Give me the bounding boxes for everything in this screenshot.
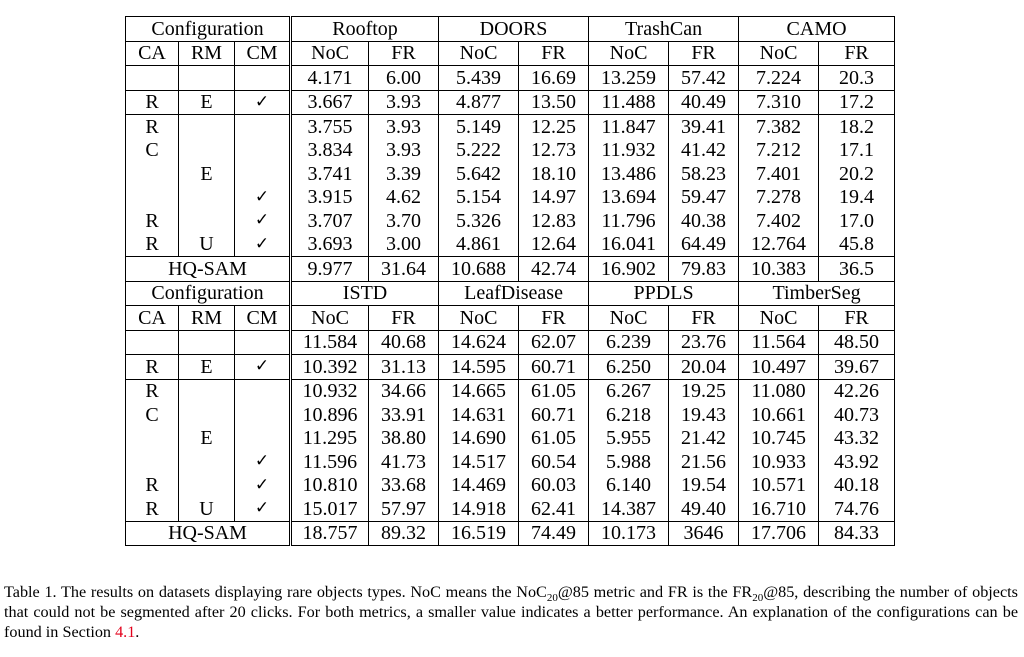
config-cm-cell: ✓: [235, 474, 291, 498]
fr-value-cell: 6.00: [369, 66, 439, 91]
fr-value-cell: 23.76: [669, 330, 739, 355]
fr-value-cell: 60.71: [519, 403, 589, 427]
config-ca-cell: R: [126, 233, 179, 257]
metric-header-fr: FR: [669, 306, 739, 331]
fr-value-cell: 60.71: [519, 355, 589, 380]
fr-value-cell: 14.97: [519, 186, 589, 210]
table-row: [126, 403, 895, 427]
fr-value-cell: 20.3: [819, 66, 895, 91]
noc-value-cell: 10.688: [439, 257, 519, 282]
config-ca-cell: [126, 66, 179, 91]
fr-value-cell: 40.73: [819, 403, 895, 427]
config-cm-cell: [235, 66, 291, 91]
noc-value-cell: 3.667: [291, 90, 369, 115]
table-row: [126, 450, 895, 474]
noc-value-cell: 16.041: [589, 233, 669, 257]
dataset-header: Rooftop: [291, 17, 439, 42]
fr-value-cell: 3.93: [369, 90, 439, 115]
table-row: [126, 427, 895, 451]
noc-value-cell: 10.571: [739, 474, 819, 498]
noc-value-cell: 9.977: [291, 257, 369, 282]
noc-value-cell: 13.259: [589, 66, 669, 91]
config-ca-cell: R: [126, 355, 179, 380]
fr-value-cell: 42.74: [519, 257, 589, 282]
baseline-row: [126, 521, 895, 546]
dataset-header: ISTD: [291, 281, 439, 306]
fr-value-cell: 12.73: [519, 139, 589, 163]
config-cm-cell: [235, 330, 291, 355]
fr-value-cell: 3.00: [369, 233, 439, 257]
config-cm-cell: ✓: [235, 233, 291, 257]
config-subheader: CA: [126, 41, 179, 66]
fr-value-cell: 79.83: [669, 257, 739, 282]
configuration-header: Configuration: [126, 281, 291, 306]
fr-value-cell: 41.42: [669, 139, 739, 163]
fr-value-cell: 41.73: [369, 450, 439, 474]
metric-header-fr: FR: [369, 41, 439, 66]
noc-value-cell: 14.595: [439, 355, 519, 380]
noc-value-cell: 14.918: [439, 497, 519, 521]
config-rm-cell: U: [179, 497, 235, 521]
metric-header-fr: FR: [519, 306, 589, 331]
fr-value-cell: 3.93: [369, 139, 439, 163]
noc-value-cell: 5.988: [589, 450, 669, 474]
subheader-row: [126, 41, 895, 66]
fr-value-cell: 34.66: [369, 379, 439, 403]
config-ca-cell: [126, 427, 179, 451]
noc-value-cell: 6.250: [589, 355, 669, 380]
config-ca-cell: C: [126, 403, 179, 427]
caption-text: @85 metric and FR is the FR: [557, 583, 753, 601]
caption-fr-subscript: 20: [752, 592, 764, 605]
fr-value-cell: 62.41: [519, 497, 589, 521]
config-ca-cell: R: [126, 379, 179, 403]
config-subheader: CA: [126, 306, 179, 331]
noc-value-cell: 10.810: [291, 474, 369, 498]
config-cm-cell: [235, 427, 291, 451]
noc-value-cell: 15.017: [291, 497, 369, 521]
fr-value-cell: 38.80: [369, 427, 439, 451]
config-subheader: RM: [179, 41, 235, 66]
noc-value-cell: 3.707: [291, 209, 369, 233]
table-row: [126, 497, 895, 521]
table-row: [126, 355, 895, 380]
caption-text: .: [135, 623, 140, 641]
fr-value-cell: 60.54: [519, 450, 589, 474]
config-rm-cell: [179, 379, 235, 403]
metric-header-noc: NoC: [439, 41, 519, 66]
config-rm-cell: U: [179, 233, 235, 257]
noc-value-cell: 16.519: [439, 521, 519, 546]
config-cm-cell: ✓: [235, 209, 291, 233]
noc-value-cell: 14.690: [439, 427, 519, 451]
noc-value-cell: 11.564: [739, 330, 819, 355]
noc-value-cell: 3.741: [291, 162, 369, 186]
metric-header-noc: NoC: [589, 306, 669, 331]
table-caption: [4, 582, 1018, 642]
config-rm-cell: [179, 209, 235, 233]
noc-value-cell: 11.796: [589, 209, 669, 233]
noc-value-cell: 10.383: [739, 257, 819, 282]
noc-value-cell: 13.486: [589, 162, 669, 186]
config-cm-cell: ✓: [235, 450, 291, 474]
noc-value-cell: 14.517: [439, 450, 519, 474]
fr-value-cell: 18.2: [819, 115, 895, 139]
noc-value-cell: 10.497: [739, 355, 819, 380]
noc-value-cell: 10.933: [739, 450, 819, 474]
noc-value-cell: 3.915: [291, 186, 369, 210]
metric-header-fr: FR: [369, 306, 439, 331]
config-ca-cell: R: [126, 90, 179, 115]
fr-value-cell: 3.93: [369, 115, 439, 139]
noc-value-cell: 12.764: [739, 233, 819, 257]
table-row: [126, 66, 895, 91]
metric-header-fr: FR: [819, 41, 895, 66]
fr-value-cell: 40.18: [819, 474, 895, 498]
noc-value-cell: 7.278: [739, 186, 819, 210]
fr-value-cell: 19.25: [669, 379, 739, 403]
noc-value-cell: 6.239: [589, 330, 669, 355]
fr-value-cell: 33.91: [369, 403, 439, 427]
dataset-header-row: [126, 17, 895, 42]
dataset-header: CAMO: [739, 17, 895, 42]
noc-value-cell: 6.218: [589, 403, 669, 427]
fr-value-cell: 3646: [669, 521, 739, 546]
fr-value-cell: 31.13: [369, 355, 439, 380]
config-rm-cell: E: [179, 90, 235, 115]
config-rm-cell: [179, 66, 235, 91]
fr-value-cell: 43.32: [819, 427, 895, 451]
fr-value-cell: 20.04: [669, 355, 739, 380]
noc-value-cell: 5.642: [439, 162, 519, 186]
dataset-header: TimberSeg: [739, 281, 895, 306]
fr-value-cell: 40.38: [669, 209, 739, 233]
fr-value-cell: 33.68: [369, 474, 439, 498]
fr-value-cell: 74.76: [819, 497, 895, 521]
noc-value-cell: 14.665: [439, 379, 519, 403]
fr-value-cell: 39.41: [669, 115, 739, 139]
noc-value-cell: 4.861: [439, 233, 519, 257]
fr-value-cell: 59.47: [669, 186, 739, 210]
dataset-header: LeafDisease: [439, 281, 589, 306]
fr-value-cell: 31.64: [369, 257, 439, 282]
configuration-header: Configuration: [126, 17, 291, 42]
baseline-row: [126, 257, 895, 282]
noc-value-cell: 10.896: [291, 403, 369, 427]
metric-header-noc: NoC: [439, 306, 519, 331]
fr-value-cell: 40.68: [369, 330, 439, 355]
fr-value-cell: 17.2: [819, 90, 895, 115]
fr-value-cell: 13.50: [519, 90, 589, 115]
noc-value-cell: 18.757: [291, 521, 369, 546]
config-cm-cell: [235, 379, 291, 403]
noc-value-cell: 7.310: [739, 90, 819, 115]
table-row: [126, 115, 895, 139]
fr-value-cell: 57.97: [369, 497, 439, 521]
fr-value-cell: 21.42: [669, 427, 739, 451]
table-row: [126, 139, 895, 163]
fr-value-cell: 3.39: [369, 162, 439, 186]
config-rm-cell: [179, 330, 235, 355]
fr-value-cell: 84.33: [819, 521, 895, 546]
metric-header-fr: FR: [669, 41, 739, 66]
dataset-header: DOORS: [439, 17, 589, 42]
config-subheader: RM: [179, 306, 235, 331]
fr-value-cell: 89.32: [369, 521, 439, 546]
fr-value-cell: 12.83: [519, 209, 589, 233]
config-ca-cell: R: [126, 497, 179, 521]
config-ca-cell: R: [126, 209, 179, 233]
fr-value-cell: 12.64: [519, 233, 589, 257]
fr-value-cell: 64.49: [669, 233, 739, 257]
config-rm-cell: E: [179, 162, 235, 186]
noc-value-cell: 3.834: [291, 139, 369, 163]
noc-value-cell: 11.080: [739, 379, 819, 403]
table-row: [126, 330, 895, 355]
noc-value-cell: 11.584: [291, 330, 369, 355]
table-row: [126, 90, 895, 115]
fr-value-cell: 39.67: [819, 355, 895, 380]
config-cm-cell: ✓: [235, 355, 291, 380]
noc-value-cell: 7.224: [739, 66, 819, 91]
config-cm-cell: ✓: [235, 186, 291, 210]
noc-value-cell: 10.173: [589, 521, 669, 546]
noc-value-cell: 11.596: [291, 450, 369, 474]
fr-value-cell: 48.50: [819, 330, 895, 355]
noc-value-cell: 17.706: [739, 521, 819, 546]
config-cm-cell: [235, 403, 291, 427]
noc-value-cell: 11.847: [589, 115, 669, 139]
fr-value-cell: 57.42: [669, 66, 739, 91]
noc-value-cell: 5.439: [439, 66, 519, 91]
config-cm-cell: ✓: [235, 90, 291, 115]
caption-text: @85, describing the number of objects that could not be segmented after 20 clicks. For both metrics, a smaller value indicates a better performance. An explanation of the configurations can be found in Section: [4, 583, 1018, 641]
config-rm-cell: [179, 115, 235, 139]
config-ca-cell: [126, 186, 179, 210]
noc-value-cell: 5.154: [439, 186, 519, 210]
config-ca-cell: R: [126, 115, 179, 139]
dataset-header: PPDLS: [589, 281, 739, 306]
table-body: [126, 17, 895, 546]
config-ca-cell: C: [126, 139, 179, 163]
noc-value-cell: 16.902: [589, 257, 669, 282]
config-ca-cell: [126, 450, 179, 474]
fr-value-cell: 17.0: [819, 209, 895, 233]
noc-value-cell: 4.171: [291, 66, 369, 91]
noc-value-cell: 7.401: [739, 162, 819, 186]
fr-value-cell: 21.56: [669, 450, 739, 474]
fr-value-cell: 61.05: [519, 427, 589, 451]
config-rm-cell: [179, 474, 235, 498]
fr-value-cell: 20.2: [819, 162, 895, 186]
noc-value-cell: 5.955: [589, 427, 669, 451]
noc-value-cell: 11.932: [589, 139, 669, 163]
noc-value-cell: 10.661: [739, 403, 819, 427]
fr-value-cell: 40.49: [669, 90, 739, 115]
config-cm-cell: [235, 162, 291, 186]
config-cm-cell: [235, 115, 291, 139]
fr-value-cell: 16.69: [519, 66, 589, 91]
fr-value-cell: 17.1: [819, 139, 895, 163]
noc-value-cell: 14.624: [439, 330, 519, 355]
config-rm-cell: [179, 403, 235, 427]
metric-header-noc: NoC: [291, 306, 369, 331]
fr-value-cell: 3.70: [369, 209, 439, 233]
config-rm-cell: [179, 186, 235, 210]
config-rm-cell: E: [179, 427, 235, 451]
noc-value-cell: 10.745: [739, 427, 819, 451]
config-cm-cell: [235, 139, 291, 163]
fr-value-cell: 74.49: [519, 521, 589, 546]
fr-value-cell: 19.4: [819, 186, 895, 210]
table-row: [126, 186, 895, 210]
noc-value-cell: 10.392: [291, 355, 369, 380]
config-cm-cell: ✓: [235, 497, 291, 521]
fr-value-cell: 19.43: [669, 403, 739, 427]
config-rm-cell: [179, 450, 235, 474]
fr-value-cell: 61.05: [519, 379, 589, 403]
section-reference-link[interactable]: 4.1: [115, 623, 136, 641]
fr-value-cell: 12.25: [519, 115, 589, 139]
metric-header-noc: NoC: [589, 41, 669, 66]
fr-value-cell: 19.54: [669, 474, 739, 498]
dataset-header-row: [126, 281, 895, 306]
config-rm-cell: [179, 139, 235, 163]
table-row: [126, 233, 895, 257]
table-row: [126, 162, 895, 186]
noc-value-cell: 5.222: [439, 139, 519, 163]
noc-value-cell: 14.631: [439, 403, 519, 427]
noc-value-cell: 11.488: [589, 90, 669, 115]
noc-value-cell: 14.469: [439, 474, 519, 498]
metric-header-fr: FR: [519, 41, 589, 66]
config-ca-cell: R: [126, 474, 179, 498]
metric-header-fr: FR: [819, 306, 895, 331]
noc-value-cell: 6.140: [589, 474, 669, 498]
noc-value-cell: 5.149: [439, 115, 519, 139]
fr-value-cell: 58.23: [669, 162, 739, 186]
config-ca-cell: [126, 330, 179, 355]
config-subheader: CM: [235, 306, 291, 331]
subheader-row: [126, 306, 895, 331]
metric-header-noc: NoC: [739, 41, 819, 66]
noc-value-cell: 7.402: [739, 209, 819, 233]
noc-value-cell: 7.382: [739, 115, 819, 139]
table-row: [126, 379, 895, 403]
noc-value-cell: 7.212: [739, 139, 819, 163]
fr-value-cell: 62.07: [519, 330, 589, 355]
fr-value-cell: 45.8: [819, 233, 895, 257]
table-row: [126, 474, 895, 498]
metric-header-noc: NoC: [291, 41, 369, 66]
dataset-header: TrashCan: [589, 17, 739, 42]
caption-noc-subscript: 20: [546, 592, 558, 605]
noc-value-cell: 16.710: [739, 497, 819, 521]
baseline-label: HQ-SAM: [126, 521, 291, 546]
fr-value-cell: 49.40: [669, 497, 739, 521]
config-rm-cell: E: [179, 355, 235, 380]
noc-value-cell: 5.326: [439, 209, 519, 233]
caption-text: Table 1. The results on datasets displaying rare objects types. NoC means the NoC: [4, 583, 547, 601]
results-table: [125, 16, 895, 546]
fr-value-cell: 43.92: [819, 450, 895, 474]
fr-value-cell: 36.5: [819, 257, 895, 282]
noc-value-cell: 14.387: [589, 497, 669, 521]
noc-value-cell: 6.267: [589, 379, 669, 403]
fr-value-cell: 60.03: [519, 474, 589, 498]
noc-value-cell: 3.755: [291, 115, 369, 139]
noc-value-cell: 10.932: [291, 379, 369, 403]
fr-value-cell: 4.62: [369, 186, 439, 210]
metric-header-noc: NoC: [739, 306, 819, 331]
table-row: [126, 209, 895, 233]
noc-value-cell: 11.295: [291, 427, 369, 451]
fr-value-cell: 42.26: [819, 379, 895, 403]
config-ca-cell: [126, 162, 179, 186]
noc-value-cell: 13.694: [589, 186, 669, 210]
config-subheader: CM: [235, 41, 291, 66]
fr-value-cell: 18.10: [519, 162, 589, 186]
baseline-label: HQ-SAM: [126, 257, 291, 282]
noc-value-cell: 4.877: [439, 90, 519, 115]
noc-value-cell: 3.693: [291, 233, 369, 257]
